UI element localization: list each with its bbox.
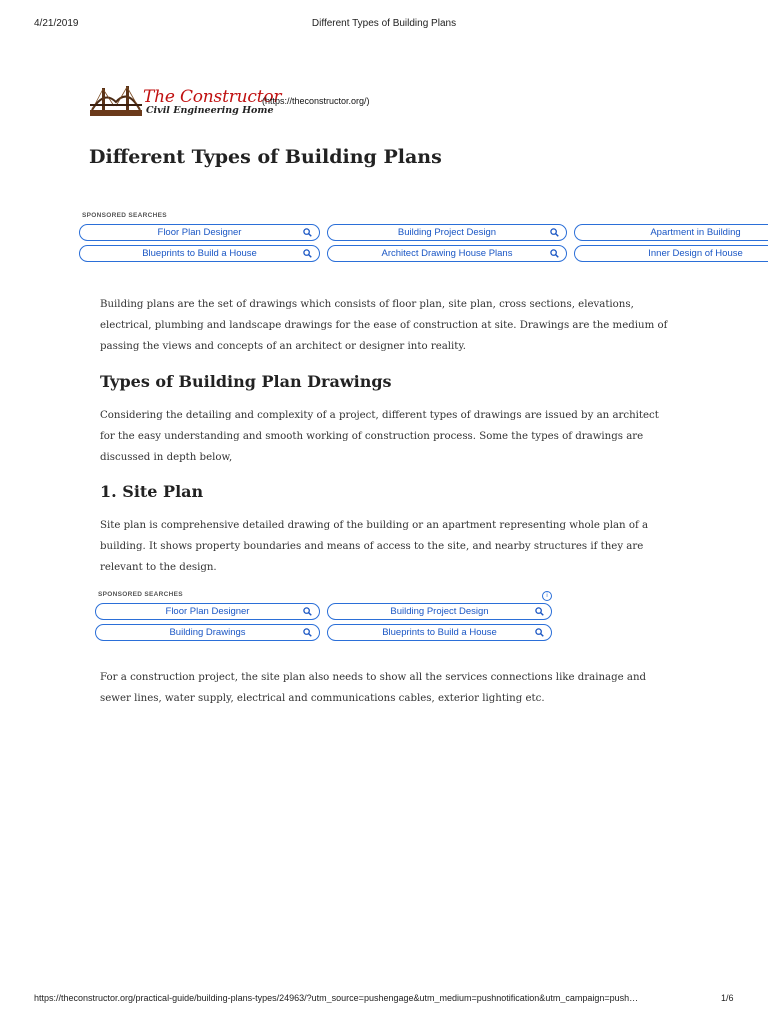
- sponsored-link-floor-plan-designer-2[interactable]: [95, 603, 320, 620]
- pill-label: Building Project Design: [397, 227, 497, 238]
- section-heading-site-plan: 1. Site Plan: [100, 482, 204, 501]
- sponsored-link-apartment-in-building[interactable]: [574, 224, 768, 241]
- pill-label: Floor Plan Designer: [165, 606, 250, 617]
- types-paragraph: Considering the detailing and complexity of a project, different types of drawings are issued by an architect for the easy understanding and smooth working of construction process. Some the types of drawings are discussed in depth below,: [100, 410, 659, 463]
- footer-url: https://theconstructor.org/practical-guide/building-plans-types/24963/?utm_source=pushengage&utm_medium=pushnotification&utm_campaign=push…: [34, 993, 639, 1003]
- logo-url[interactable]: (https://theconstructor.org/): [262, 96, 370, 106]
- pill-label: Architect Drawing House Plans: [381, 248, 513, 259]
- sponsored-label-mid: SPONSORED SEARCHES: [98, 591, 183, 598]
- page-title: Different Types of Building Plans: [89, 146, 442, 168]
- pill-label: Building Project Design: [390, 606, 489, 617]
- print-header: [0, 18, 768, 32]
- search-icon: [303, 628, 312, 637]
- print-date: 4/21/2019: [34, 18, 79, 29]
- site-plan-paragraph: Site plan is comprehensive detailed drawing of the building or an apartment representing whole plan of a building. It shows property boundaries and means of access to the site, and nearby structures if they are relevant to the design.: [100, 520, 649, 573]
- intro-paragraph: Building plans are the set of drawings which consists of floor plan, site plan, cross sections, elevations, electrical, plumbing and landscape drawings for the ease of construction at site. Drawings are the medium of passing the views and concepts of an architect or designer into reality.: [100, 299, 668, 352]
- search-icon: [303, 607, 312, 616]
- sponsored-link-inner-design[interactable]: [574, 245, 768, 262]
- print-doc-title: Different Types of Building Plans: [311, 18, 457, 29]
- search-icon: [550, 228, 559, 237]
- sponsored-link-floor-plan-designer[interactable]: [79, 224, 320, 241]
- pill-label: Apartment in Building: [650, 227, 741, 238]
- sponsored-link-blueprints-2[interactable]: [327, 624, 552, 641]
- pill-label: Blueprints to Build a House: [382, 627, 497, 638]
- pill-label: Blueprints to Build a House: [142, 248, 257, 259]
- pill-label: Floor Plan Designer: [157, 227, 242, 238]
- bridge-logo-icon: [90, 84, 142, 116]
- search-icon: [535, 607, 544, 616]
- info-icon[interactable]: i: [542, 591, 552, 601]
- print-footer: [0, 993, 768, 1007]
- logo-brand-text: The Constructor: [143, 87, 282, 107]
- sponsored-link-building-project-design-2[interactable]: [327, 603, 552, 620]
- site-plan-services-paragraph: For a construction project, the site plan also needs to show all the services connections like drainage and sewer lines, water supply, electrical and communications cables, exterior lighting etc.: [100, 672, 647, 704]
- sponsored-label-top: SPONSORED SEARCHES: [82, 212, 167, 219]
- search-icon: [303, 228, 312, 237]
- site-logo[interactable]: [90, 84, 410, 118]
- sponsored-link-blueprints[interactable]: [79, 245, 320, 262]
- sponsored-link-building-drawings[interactable]: [95, 624, 320, 641]
- pill-label: Inner Design of House: [648, 248, 743, 259]
- sponsored-link-building-project-design[interactable]: [327, 224, 567, 241]
- page-number: 1/6: [721, 993, 734, 1003]
- pill-label: Building Drawings: [169, 627, 246, 638]
- search-icon: [535, 628, 544, 637]
- search-icon: [303, 249, 312, 258]
- logo-tagline: Civil Engineering Home: [146, 105, 274, 116]
- section-heading-types: Types of Building Plan Drawings: [100, 372, 392, 391]
- search-icon: [550, 249, 559, 258]
- sponsored-link-architect-drawing[interactable]: [327, 245, 567, 262]
